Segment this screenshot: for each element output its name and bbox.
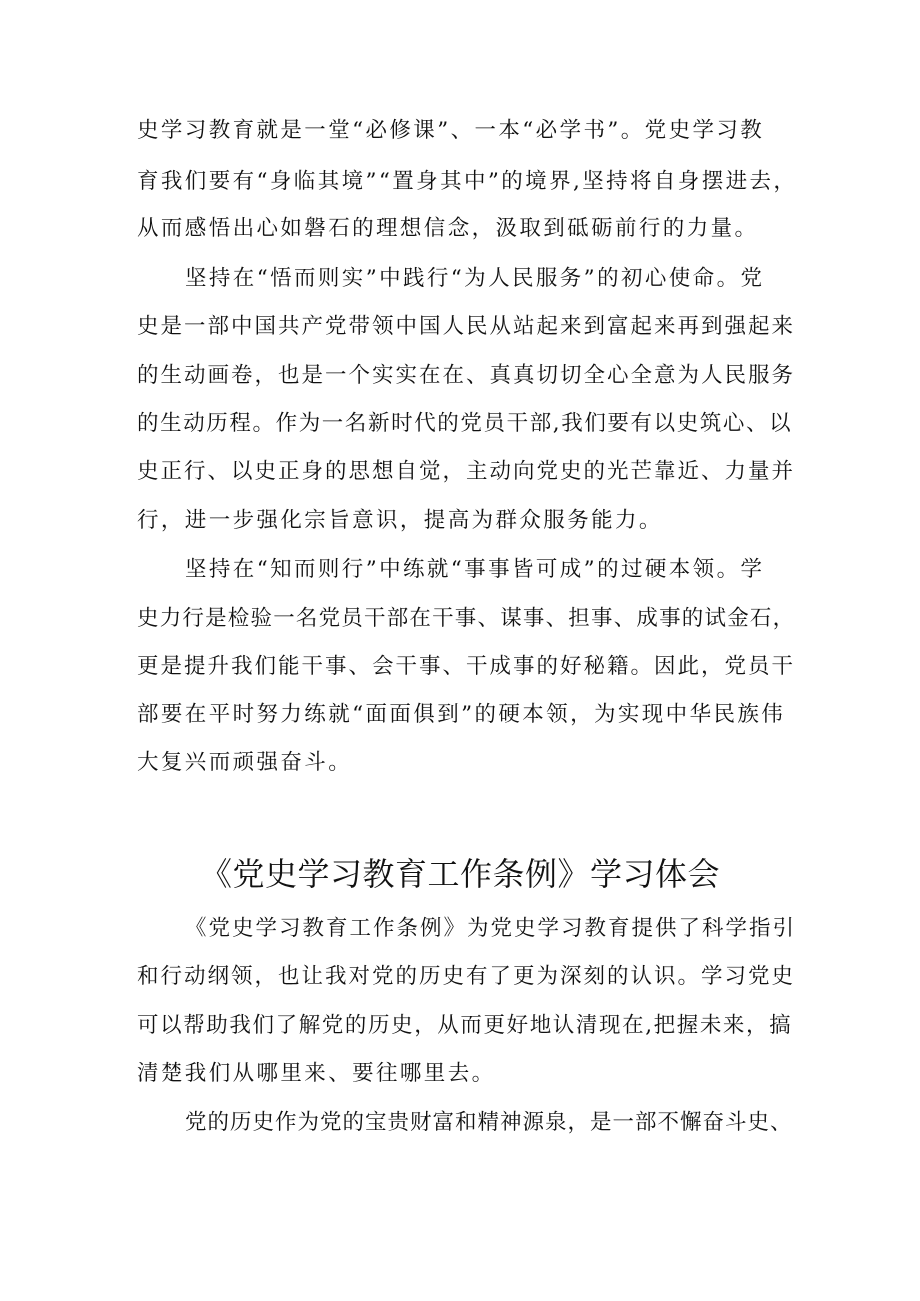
body-line: 部要在平时努力练就“面面俱到”的硬本领，为实现中华民族伟 bbox=[137, 702, 786, 727]
body-line: 从而感悟出心如磐石的理想信念，汲取到砥砺前行的力量。 bbox=[137, 216, 759, 241]
body-line: 史学习教育就是一堂“必修课”、一本“必学书”。党史学习教 bbox=[137, 118, 765, 143]
body-line: 更是提升我们能干事、会干事、干成事的好秘籍。因此，党员干 bbox=[137, 654, 796, 679]
body-line: 史力行是检验一名党员干部在干事、谋事、担事、成事的试金石， bbox=[137, 606, 796, 631]
paragraph-start: 《党史学习教育工作条例》为党史学习教育提供了科学指引 bbox=[185, 916, 797, 941]
body-line: 史是一部中国共产党带领中国人民从站起来到富起来再到强起来 bbox=[137, 314, 796, 339]
body-line: 的生动画卷，也是一个实实在在、真真切切全心全意为人民服务 bbox=[137, 363, 796, 388]
paragraph-start: 坚持在“知而则行”中练就“事事皆可成”的过硬本领。学 bbox=[185, 557, 765, 582]
body-line: 清楚我们从哪里来、要往哪里去。 bbox=[137, 1061, 496, 1086]
paragraph-start: 坚持在“悟而则实”中践行“为人民服务”的初心使命。党 bbox=[185, 266, 765, 291]
body-line: 可以帮助我们了解党的历史，从而更好地认清现在,把握未来，搞 bbox=[137, 1013, 793, 1038]
section-title: 《党史学习教育工作条例》学习体会 bbox=[199, 855, 720, 893]
body-line: 育我们要有“身临其境”“置身其中”的境界,坚持将自身摆进去， bbox=[137, 169, 798, 194]
body-line: 史正行、以史正身的思想自觉，主动向党史的光芒靠近、力量并 bbox=[137, 459, 796, 484]
body-line: 大复兴而顽强奋斗。 bbox=[137, 750, 353, 775]
body-line: 行，进一步强化宗旨意识，提高为群众服务能力。 bbox=[137, 508, 663, 533]
body-line: 的生动历程。作为一名新时代的党员干部,我们要有以史筑心、以 bbox=[137, 411, 793, 436]
body-line: 和行动纲领，也让我对党的历史有了更为深刻的认识。学习党史 bbox=[137, 964, 796, 989]
paragraph-start: 党的历史作为党的宝贵财富和精神源泉，是一部不懈奋斗史、 bbox=[185, 1110, 793, 1135]
